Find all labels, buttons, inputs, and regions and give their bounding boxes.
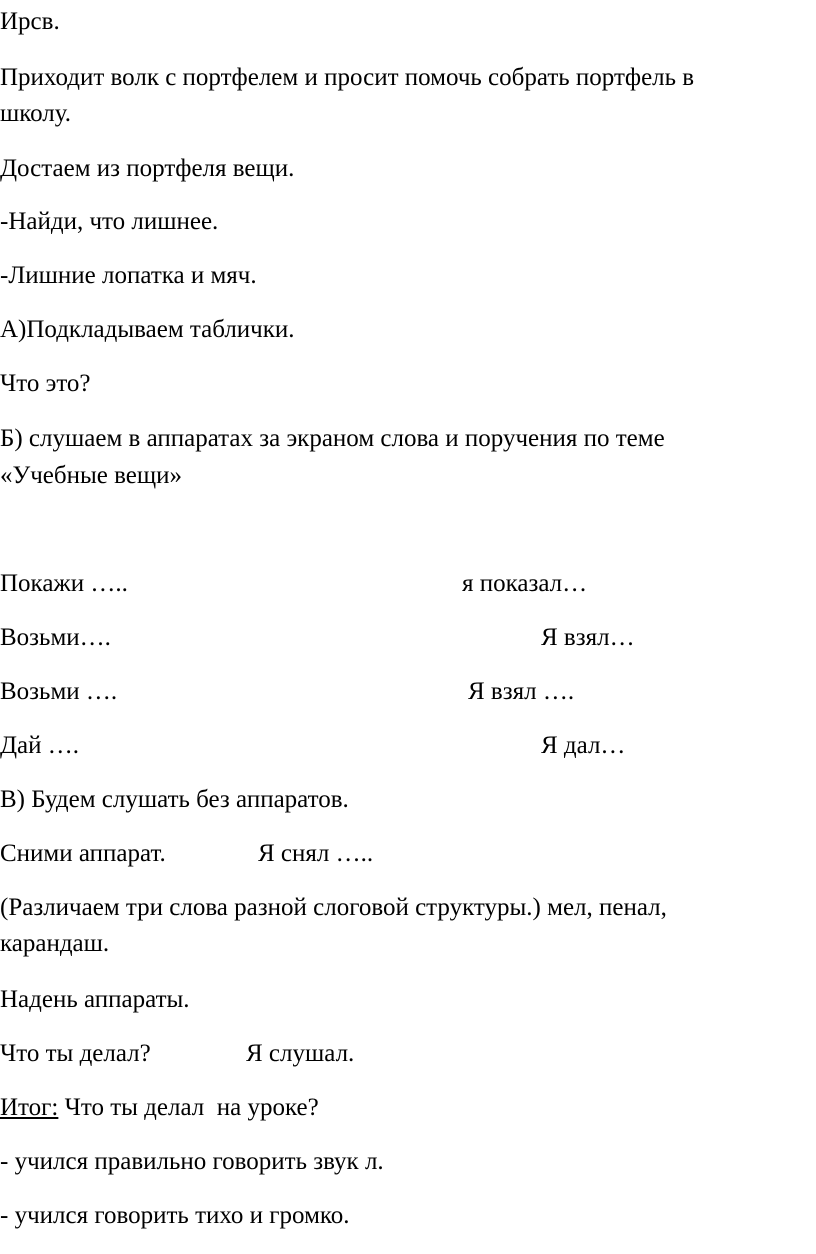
response-give: Я дал… (541, 732, 626, 759)
paragraph-distinguish-line1: (Различаем три слова разной слоговой структуры.) мел, пенал, (0, 894, 667, 921)
paragraph-wolf-line1: Приходит волк с портфелем и просит помочь собрать портфель в (0, 64, 695, 91)
response-show: я показал… (462, 570, 588, 597)
command-take-1: Возьми…. (0, 624, 111, 651)
paragraph-part-v: В) Будем слушать без аппаратов. (0, 786, 349, 813)
paragraph-distinguish-line2: карандаш. (0, 930, 110, 957)
paragraph-extra-items: -Лишние лопатка и мяч. (0, 262, 257, 289)
summary-question: Что ты делал на уроке? (58, 1094, 319, 1121)
paragraph-find-extra: -Найди, что лишнее. (0, 208, 219, 235)
response-take-1: Я взял… (541, 624, 635, 651)
paragraph-put-on: Надень аппараты. (0, 986, 190, 1013)
result-item-1: - учился правильно говорить звук л. (0, 1148, 384, 1175)
command-show: Покажи ….. (0, 570, 128, 597)
paragraph-part-a: А)Подкладываем таблички. (0, 316, 295, 343)
paragraph-part-b-line1: Б) слушаем в аппаратах за экраном слова и поручения по теме (0, 425, 665, 452)
result-item-2: - учился говорить тихо и громко. (0, 1202, 350, 1229)
summary-label: Итог: (0, 1094, 59, 1121)
heading-text: Ирсв. (0, 8, 60, 35)
paragraph-what-is-this: Что это? (0, 370, 91, 397)
command-give: Дай …. (0, 732, 80, 759)
response-take-2: Я взял …. (468, 678, 575, 705)
summary-line (0, 1092, 319, 1123)
paragraph-part-b-line2: «Учебные вещи» (0, 462, 182, 489)
command-take-2: Возьми …. (0, 678, 118, 705)
question-what-did: Что ты делал? (0, 1040, 151, 1067)
answer-listened: Я слушал. (246, 1040, 355, 1067)
paragraph-wolf-line2: школу. (0, 100, 72, 127)
command-remove: Сними аппарат. (0, 840, 166, 867)
response-remove: Я снял ….. (258, 840, 374, 867)
paragraph-take-out: Достаем из портфеля вещи. (0, 155, 295, 182)
